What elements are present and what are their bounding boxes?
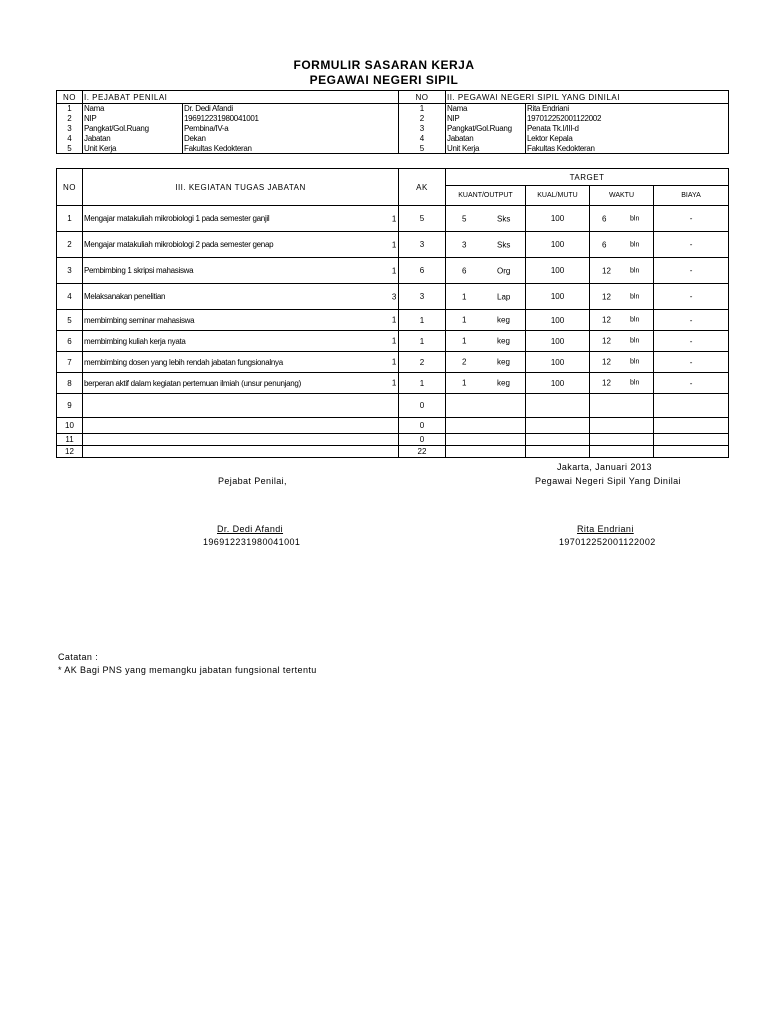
identity-table <box>56 90 729 154</box>
task-kuant-unit: Sks <box>497 240 511 249</box>
task-ak: 2 <box>399 352 446 373</box>
task-kegiatan <box>83 446 399 458</box>
pegawai-label: Pangkat/Gol.Ruang <box>446 124 526 134</box>
notes-line: * AK Bagi PNS yang memangku jabatan fungsional tertentu <box>58 665 317 675</box>
task-waktu-unit: bln <box>630 316 640 324</box>
pegawai-value: 197012252001122002 <box>526 114 729 124</box>
task-kegiatan-text: Mengajar matakuliah mikrobiologi 1 pada semester ganjil <box>84 214 270 223</box>
task-no: 1 <box>57 206 83 232</box>
task-biaya: - <box>654 206 729 232</box>
identity-row <box>57 104 729 114</box>
task-waktu <box>590 394 654 418</box>
pejabat-label: NIP <box>83 114 183 124</box>
task-kegiatan <box>83 258 399 284</box>
task-kual <box>526 394 590 418</box>
task-waktu-value: 12 <box>602 357 611 367</box>
header-pejabat-penilai: I. PEJABAT PENILAI <box>83 91 399 104</box>
task-kuant-unit: keg <box>497 378 510 388</box>
task-kual: 100 <box>526 206 590 232</box>
task-waktu-unit: bln <box>630 215 640 222</box>
task-kual: 100 <box>526 352 590 373</box>
task-row <box>57 352 729 373</box>
identity-row <box>57 124 729 134</box>
task-ak: 1 <box>399 331 446 352</box>
task-row <box>57 394 729 418</box>
pejabat-label: Jabatan <box>83 134 183 144</box>
task-kegiatan <box>83 284 399 310</box>
task-kegiatan <box>83 206 399 232</box>
task-kuant <box>446 373 526 394</box>
task-biaya: - <box>654 258 729 284</box>
task-waktu <box>590 418 654 434</box>
header-no: NO <box>57 91 83 104</box>
pegawai-value: Fakultas Kedokteran <box>526 144 729 154</box>
task-kuant-value: 3 <box>462 240 467 249</box>
task-row <box>57 232 729 258</box>
pejabat-no: 2 <box>57 114 83 124</box>
task-kuant <box>446 258 526 284</box>
task-kual: 100 <box>526 284 590 310</box>
task-kegiatan-text: berperan aktif dalam kegiatan pertemuan ilmiah (unsur penunjang) <box>84 378 301 388</box>
task-waktu <box>590 258 654 284</box>
pegawai-no: 5 <box>399 144 446 154</box>
task-count: 1 <box>391 378 396 388</box>
task-kegiatan-text: Melaksanakan penelitian <box>84 292 166 301</box>
task-waktu <box>590 310 654 331</box>
task-waktu-unit: bln <box>630 337 640 345</box>
task-ak: 3 <box>399 284 446 310</box>
task-kuant <box>446 434 526 446</box>
task-kuant-unit: Sks <box>497 214 511 223</box>
identity-row <box>57 144 729 154</box>
task-kegiatan <box>83 418 399 434</box>
task-kegiatan <box>83 352 399 373</box>
task-waktu-value: 12 <box>602 378 611 388</box>
task-ak: 1 <box>399 373 446 394</box>
task-kuant <box>446 310 526 331</box>
pejabat-value: Dr. Dedi Afandi <box>183 104 399 114</box>
task-ak: 0 <box>399 434 446 446</box>
pejabat-label: Unit Kerja <box>83 144 183 154</box>
pegawai-label: NIP <box>446 114 526 124</box>
pejabat-label: Nama <box>83 104 183 114</box>
task-no: 4 <box>57 284 83 310</box>
task-kuant <box>446 394 526 418</box>
task-kual: 100 <box>526 310 590 331</box>
task-kuant <box>446 206 526 232</box>
task-ak: 3 <box>399 232 446 258</box>
sign-left-title: Pejabat Penilai, <box>218 476 287 486</box>
task-kegiatan-text: membimbing kuliah kerja nyata <box>84 336 186 346</box>
task-biaya: - <box>654 310 729 331</box>
task-kuant <box>446 446 526 458</box>
pejabat-value: Dekan <box>183 134 399 144</box>
identity-row <box>57 134 729 144</box>
task-header-waktu: WAKTU <box>590 186 654 206</box>
task-count: 1 <box>391 240 396 249</box>
task-kegiatan <box>83 434 399 446</box>
task-header-kuant: KUANT/OUTPUT <box>446 186 526 206</box>
task-waktu-unit: bln <box>630 293 640 300</box>
task-waktu <box>590 434 654 446</box>
task-header-kegiatan: III. KEGIATAN TUGAS JABATAN <box>83 169 399 206</box>
task-kegiatan-text: Pembimbing 1 skripsi mahasiswa <box>84 266 194 275</box>
task-row <box>57 373 729 394</box>
task-table <box>56 168 729 458</box>
pegawai-label: Nama <box>446 104 526 114</box>
task-count: 1 <box>391 266 396 275</box>
task-kuant-value: 1 <box>462 336 467 346</box>
task-kuant-value: 5 <box>462 214 467 223</box>
task-kual: 100 <box>526 232 590 258</box>
notes-heading: Catatan : <box>58 652 99 662</box>
task-kegiatan <box>83 310 399 331</box>
task-waktu-value: 6 <box>602 240 607 249</box>
task-biaya: - <box>654 331 729 352</box>
pegawai-value: Rita Endriani <box>526 104 729 114</box>
task-biaya <box>654 446 729 458</box>
pejabat-value: Pembina/IV-a <box>183 124 399 134</box>
task-kuant <box>446 284 526 310</box>
sign-left-nip: 196912231980041001 <box>203 537 301 547</box>
task-kuant-value: 1 <box>462 315 467 325</box>
task-kegiatan <box>83 232 399 258</box>
pejabat-label: Pangkat/Gol.Ruang <box>83 124 183 134</box>
pejabat-value: Fakultas Kedokteran <box>183 144 399 154</box>
task-no: 6 <box>57 331 83 352</box>
task-kuant <box>446 352 526 373</box>
pegawai-label: Unit Kerja <box>446 144 526 154</box>
task-kuant-unit: keg <box>497 357 510 367</box>
task-waktu-value: 12 <box>602 266 611 275</box>
task-row <box>57 446 729 458</box>
task-kuant-value: 1 <box>462 292 467 301</box>
task-no: 7 <box>57 352 83 373</box>
task-kuant-value: 2 <box>462 357 467 367</box>
task-no: 10 <box>57 418 83 434</box>
task-waktu-unit: bln <box>630 358 640 366</box>
identity-row <box>57 114 729 124</box>
pegawai-no: 4 <box>399 134 446 144</box>
task-no: 3 <box>57 258 83 284</box>
pegawai-value: Lektor Kepala <box>526 134 729 144</box>
task-no: 11 <box>57 434 83 446</box>
task-row <box>57 284 729 310</box>
pegawai-no: 2 <box>399 114 446 124</box>
task-count: 1 <box>391 214 396 223</box>
task-waktu-value: 6 <box>602 214 607 223</box>
task-waktu <box>590 284 654 310</box>
task-header-ak: AK <box>399 169 446 206</box>
task-header-no: NO <box>57 169 83 206</box>
header-pegawai-dinilai: II. PEGAWAI NEGERI SIPIL YANG DINILAI <box>446 91 729 104</box>
task-kual: 100 <box>526 373 590 394</box>
task-ak: 1 <box>399 310 446 331</box>
pejabat-no: 5 <box>57 144 83 154</box>
task-no: 9 <box>57 394 83 418</box>
task-waktu-value: 12 <box>602 292 611 301</box>
task-waktu <box>590 446 654 458</box>
task-header-kual: KUAL/MUTU <box>526 186 590 206</box>
task-biaya: - <box>654 284 729 310</box>
task-no: 2 <box>57 232 83 258</box>
sign-date: Jakarta, Januari 2013 <box>557 462 652 472</box>
pegawai-no: 3 <box>399 124 446 134</box>
task-row <box>57 418 729 434</box>
pejabat-value: 196912231980041001 <box>183 114 399 124</box>
task-kegiatan-text: Mengajar matakuliah mikrobiologi 2 pada semester genap <box>84 240 274 249</box>
task-biaya: - <box>654 373 729 394</box>
task-row <box>57 310 729 331</box>
task-waktu-unit: bln <box>630 379 640 387</box>
task-count: 1 <box>391 357 396 367</box>
task-kuant <box>446 331 526 352</box>
task-biaya <box>654 418 729 434</box>
pejabat-no: 4 <box>57 134 83 144</box>
task-kegiatan-text: membimbing seminar mahasiswa <box>84 315 195 325</box>
task-ak: 0 <box>399 418 446 434</box>
task-header-biaya: BIAYA <box>654 186 729 206</box>
task-header-target: TARGET <box>446 169 729 186</box>
task-waktu <box>590 206 654 232</box>
task-biaya: - <box>654 352 729 373</box>
task-kuant-unit: keg <box>497 315 510 325</box>
task-kuant-value: 6 <box>462 266 467 275</box>
task-kuant-unit: keg <box>497 336 510 346</box>
task-waktu <box>590 373 654 394</box>
sign-left-name: Dr. Dedi Afandi <box>217 524 284 534</box>
task-ak: 6 <box>399 258 446 284</box>
task-kual: 100 <box>526 258 590 284</box>
task-ak: 0 <box>399 394 446 418</box>
task-kuant <box>446 418 526 434</box>
form-title: FORMULIR SASARAN KERJA <box>293 58 475 72</box>
task-kual <box>526 418 590 434</box>
task-waktu <box>590 232 654 258</box>
task-kual <box>526 434 590 446</box>
task-waktu-value: 12 <box>602 336 611 346</box>
task-biaya <box>654 434 729 446</box>
task-waktu <box>590 331 654 352</box>
task-count: 1 <box>391 315 396 325</box>
task-no: 8 <box>57 373 83 394</box>
task-waktu-value: 12 <box>602 315 611 325</box>
task-row <box>57 331 729 352</box>
task-kegiatan <box>83 373 399 394</box>
sign-right-title: Pegawai Negeri Sipil Yang Dinilai <box>535 476 681 486</box>
task-no: 12 <box>57 446 83 458</box>
task-waktu-unit: bln <box>630 241 640 248</box>
pegawai-value: Penata Tk.I/III-d <box>526 124 729 134</box>
task-row <box>57 258 729 284</box>
task-kuant <box>446 232 526 258</box>
task-biaya <box>654 394 729 418</box>
task-kual <box>526 446 590 458</box>
task-count: 1 <box>391 336 396 346</box>
task-waktu-unit: bln <box>630 267 640 274</box>
task-kuant-value: 1 <box>462 378 467 388</box>
task-row <box>57 434 729 446</box>
task-no: 5 <box>57 310 83 331</box>
sign-right-nip: 197012252001122002 <box>559 537 656 547</box>
task-kegiatan-text: membimbing dosen yang lebih rendah jabatan fungsionalnya <box>84 357 283 367</box>
task-ak: 5 <box>399 206 446 232</box>
task-kuant-unit: Lap <box>497 292 511 301</box>
task-biaya: - <box>654 232 729 258</box>
task-row <box>57 206 729 232</box>
task-ak: 22 <box>399 446 446 458</box>
form-subtitle: PEGAWAI NEGERI SIPIL <box>309 73 459 87</box>
header-no: NO <box>399 91 446 104</box>
task-kual: 100 <box>526 331 590 352</box>
pegawai-label: Jabatan <box>446 134 526 144</box>
task-kuant-unit: Org <box>497 266 511 275</box>
task-kegiatan <box>83 331 399 352</box>
pegawai-no: 1 <box>399 104 446 114</box>
sign-right-name: Rita Endriani <box>577 524 634 534</box>
task-kegiatan <box>83 394 399 418</box>
pejabat-no: 3 <box>57 124 83 134</box>
pejabat-no: 1 <box>57 104 83 114</box>
task-count: 3 <box>391 292 396 301</box>
task-waktu <box>590 352 654 373</box>
